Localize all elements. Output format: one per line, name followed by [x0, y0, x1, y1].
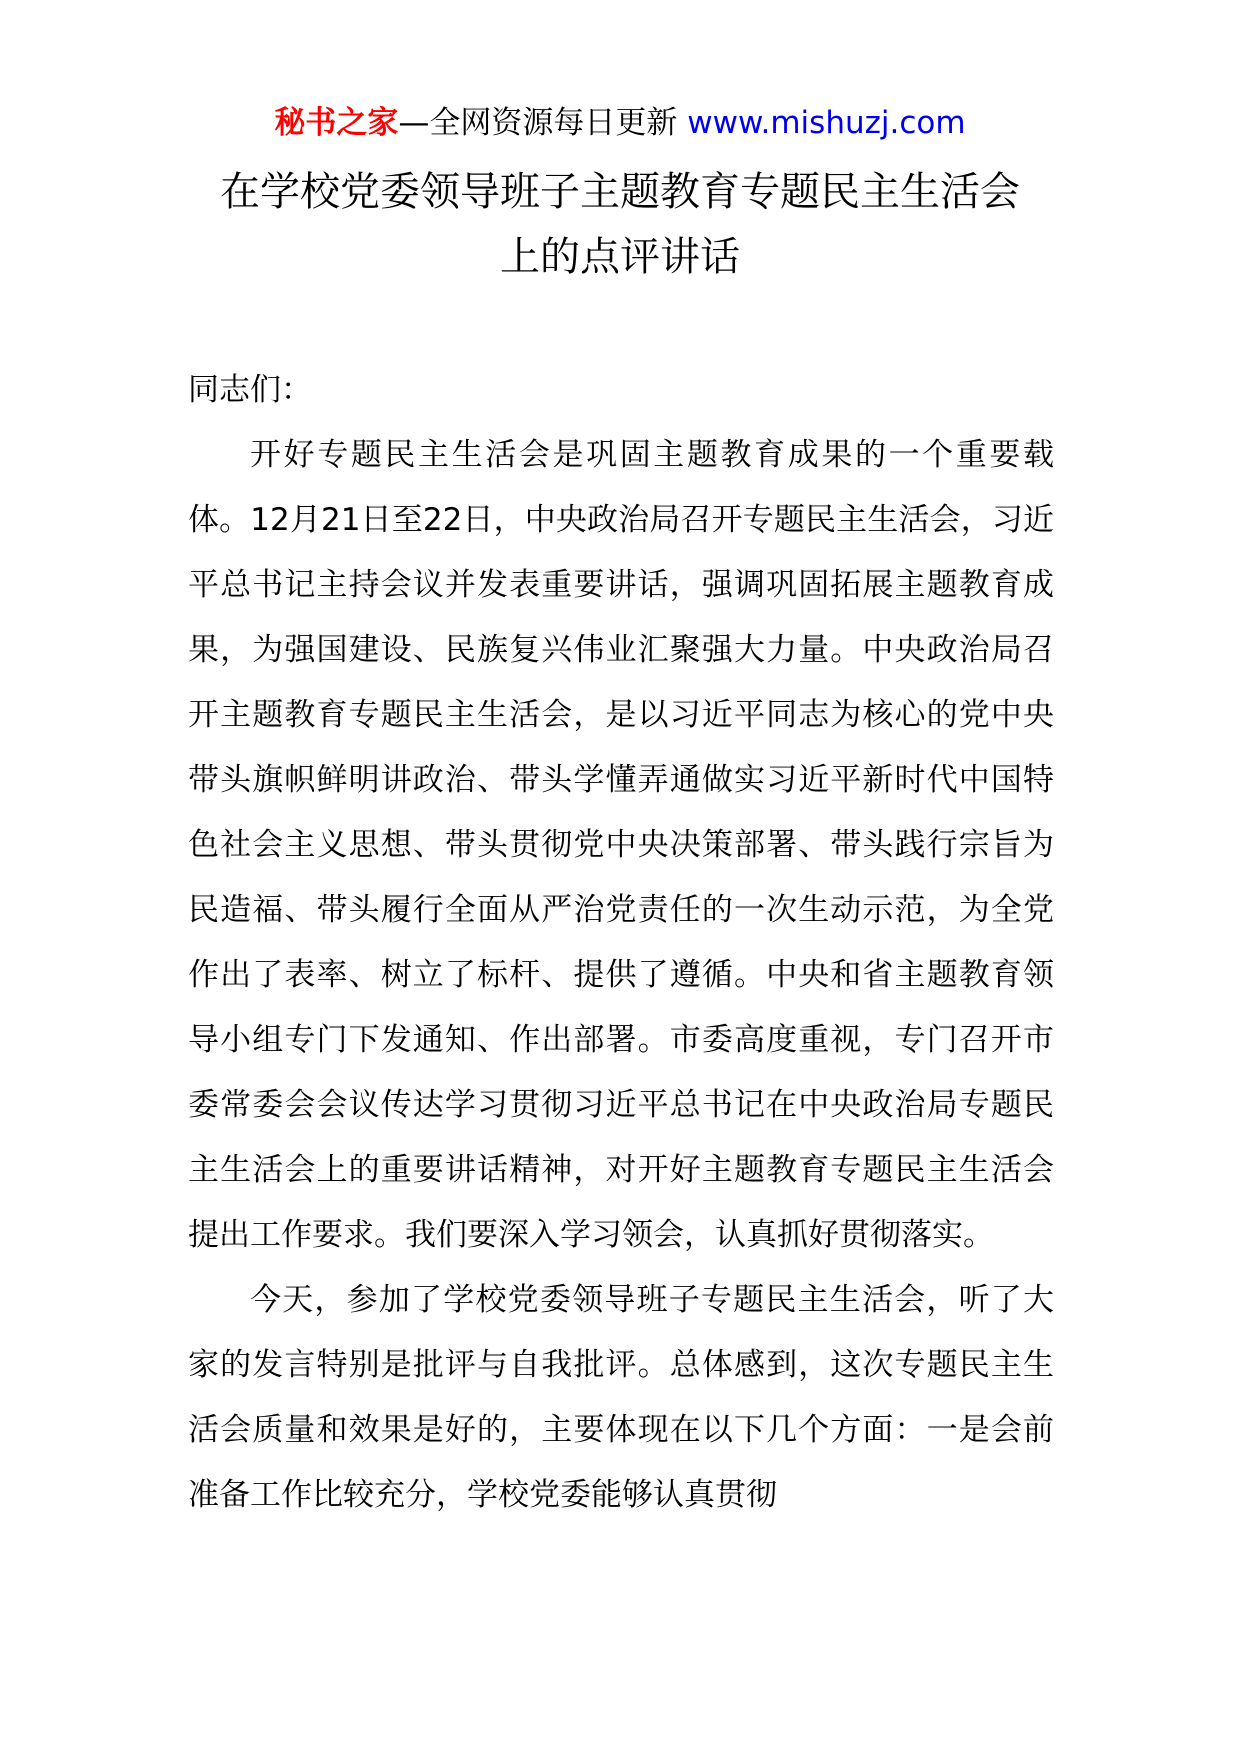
document-body [188, 358, 1054, 1528]
body-paragraph-2: 今天，参加了学校党委领导班子专题民主生活会，听了大家的发言特别是批评与自我批评。总体感到，这次专题民主生活会质量和效果是好的，主要体现在以下几个方面：一是会前准备工作比较充分，学校党委能够认真贯彻 [188, 1282, 1054, 1513]
document-title [0, 160, 1240, 290]
site-url-link[interactable]: www.mishuzj.com [687, 105, 966, 141]
body-paragraph-1: 开好专题民主生活会是巩固主题教育成果的一个重要载体。12月21日至22日，中央政治局召开专题民主生活会，习近平总书记主持会议并发表重要讲话，强调巩固拓展主题教育成果，为强国建设、民族复兴伟业汇聚强大力量。中央政治局召开主题教育专题民主生活会，是以习近平同志为核心的党中央带头旗帜鲜明讲政治、带头学懂弄通做实习近平新时代中国特色社会主义思想、带头贯彻党中央决策部署、带头践行宗旨为民造福、带头履行全面从严治党责任的一次生动示范，为全党作出了表率、树立了标杆、提供了遵循。中央和省主题教育领导小组专门下发通知、作出部署。市委高度重视，专门召开市委常委会会议传达学习贯彻习近平总书记在中央政治局专题民主生活会上的重要讲话精神，对开好主题教育专题民主生活会提出工作要求。我们要深入学习领会，认真抓好贯彻落实。 [188, 437, 1054, 1253]
site-header [0, 98, 1240, 148]
header-tagline: —全网资源每日更新 [398, 105, 688, 141]
document-title-line-1: 在学校党委领导班子主题教育专题民主生活会 [220, 169, 1020, 215]
brand-name: 秘书之家 [274, 105, 399, 141]
salutation: 同志们： [188, 372, 312, 408]
document-title-line-2: 上的点评讲话 [500, 234, 740, 280]
